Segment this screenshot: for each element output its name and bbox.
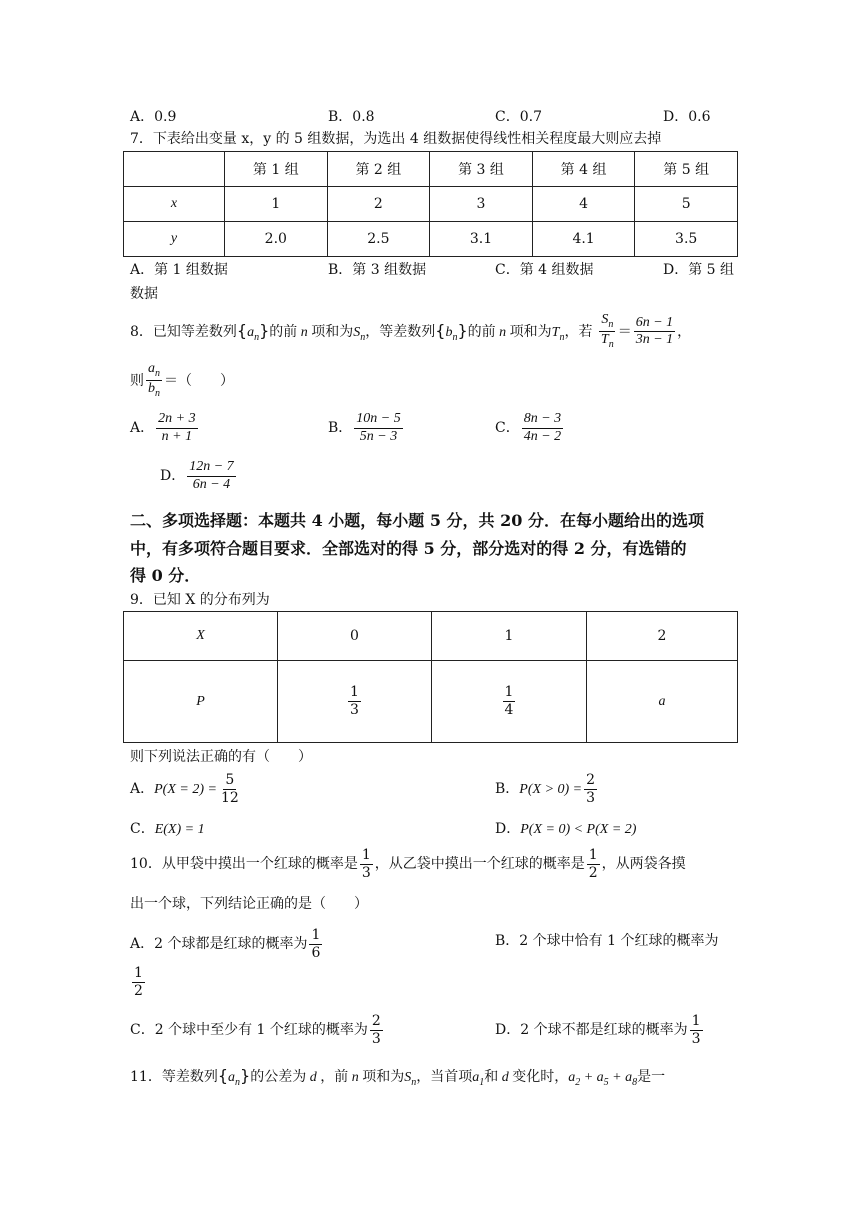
q9-distribution-table xyxy=(123,611,738,743)
q7-table-row-y xyxy=(124,222,738,257)
q8-then: 则 xyxy=(130,372,144,389)
q10-option-b-fraction: $\frac{1}{2}$ xyxy=(134,965,143,999)
q6-option-a: A．0.9 xyxy=(130,109,177,125)
q8-option-d: D． $\frac{12n - 7}{6n - 4}$ xyxy=(160,459,234,492)
q7-row-label: x xyxy=(124,187,225,222)
q7-cell: 2.0 xyxy=(225,222,328,257)
q7-option-d: D．第 5 组 xyxy=(663,262,735,278)
q8-text: 项和为 xyxy=(311,323,354,340)
q7-header-cell: 第 1 组 xyxy=(225,152,328,187)
q6-option-d: D．0.6 xyxy=(663,109,711,125)
q7-header-cell: 第 2 组 xyxy=(327,152,430,187)
q7-header-cell: 第 5 组 xyxy=(635,152,738,187)
q6-option-b: B．0.8 xyxy=(328,109,375,125)
q7-cell: 3 xyxy=(430,187,533,222)
q7-row-label: y xyxy=(124,222,225,257)
q7-header-cell: 第 4 组 xyxy=(532,152,635,187)
q8-stem: 8．已知等差数列$\{a_n\}$的前 n 项和为$S_n$，等差数列$\{b_n\}$的前 n 项和为$T_n$，若 $\frac{S_n}{T_n}$ ＝ $\frac{6n - 1}{3n - 1}$ ， xyxy=(130,312,692,351)
q7-cell: 3.5 xyxy=(635,222,738,257)
q11-stem: 11．等差数列$\{a_n\}$的公差为 d ，前 n 项和为$S_n$，当首项$a_1$和 d 变化时，$a_2 + a_5 + a_8$是一 xyxy=(130,1066,666,1088)
q9-option-a: A．P(X = 2) = $\frac{5}{12}$ xyxy=(130,772,239,806)
q8-text: ，等差数列 xyxy=(365,323,436,340)
q9-cell: 2 xyxy=(587,612,738,661)
q8-text: 的前 xyxy=(467,323,496,340)
q7-option-b: B．第 3 组数据 xyxy=(328,262,427,278)
q10-option-d: D．2 个球不都是红球的概率为 $\frac{1}{3}$ xyxy=(495,1013,701,1047)
q9-cell: 1 xyxy=(432,612,587,661)
q7-table-row-x xyxy=(124,187,738,222)
q10-option-c: C．2 个球中至少有 1 个红球的概率为 $\frac{2}{3}$ xyxy=(130,1013,381,1047)
q10-option-a: A．2 个球都是红球的概率为 $\frac{1}{6}$ xyxy=(130,927,321,961)
q9-question: 则下列说法正确的有（ ） xyxy=(130,749,312,765)
q8-option-b: B． $\frac{10n - 5}{5n - 3}$ xyxy=(328,411,401,444)
q7-cell: 2 xyxy=(327,187,430,222)
q10-stem-line1: 10．从甲袋中摸出一个红球的概率是 $\frac{1}{3}$ ，从乙袋中摸出一个红球的概率是 $\frac{1}{2}$ ，从两袋各摸 xyxy=(130,847,686,881)
q9-cell-fraction: $\frac{1}{4}$ xyxy=(432,661,587,743)
q9-option-c: C．E(X) = 1 xyxy=(130,821,205,837)
q8-ratio-fraction: $\frac{S_n}{T_n}$ xyxy=(600,312,614,351)
q8-paren: ＝（ ） xyxy=(164,372,234,389)
q9-table-row-x xyxy=(124,612,738,661)
q9-cell-fraction: $\frac{1}{3}$ xyxy=(278,661,432,743)
q8-target-fraction: $\frac{a_n}{b_n}$ xyxy=(148,361,160,400)
q8-option-a: A． $\frac{2n + 3}{n + 1}$ xyxy=(130,411,196,444)
q7-stem: 7．下表给出变量 x，y 的 5 组数据，为选出 4 组数据使得线性相关程度最大则应去掉 xyxy=(130,131,662,147)
q9-cell: 0 xyxy=(278,612,432,661)
q9-table-row-p xyxy=(124,661,738,743)
q8-text: 8．已知等差数列 xyxy=(130,323,237,340)
q8-given-ratio: $\frac{6n - 1}{3n - 1}$ xyxy=(635,314,674,348)
q7-cell: 4.1 xyxy=(532,222,635,257)
q7-cell: 1 xyxy=(225,187,328,222)
q7-option-a: A．第 1 组数据 xyxy=(130,262,228,278)
q9-cell-p-label: P xyxy=(124,661,278,743)
q7-header-cell: 第 3 组 xyxy=(430,152,533,187)
q7-cell: 2.5 xyxy=(327,222,430,257)
q7-cell: 5 xyxy=(635,187,738,222)
q6-option-c: C．0.7 xyxy=(495,109,542,125)
q9-option-d: D．P(X = 0) < P(X = 2) xyxy=(495,821,637,837)
q7-cell: 3.1 xyxy=(430,222,533,257)
q9-stem: 9．已知 X 的分布列为 xyxy=(130,592,270,608)
section2-heading-line3: 得 0 分． xyxy=(130,566,201,585)
q10-stem-line2: 出一个球，下列结论正确的是（ ） xyxy=(130,896,368,912)
q10-option-b: B．2 个球中恰有 1 个红球的概率为 xyxy=(495,933,719,949)
section2-heading-line2: 中，有多项符合题目要求．全部选对的得 5 分，部分选对的得 2 分，有选错的 xyxy=(130,539,687,558)
q8-question xyxy=(130,362,234,400)
q7-data-table xyxy=(123,151,738,257)
q7-table-header-row xyxy=(124,152,738,187)
q8-text: 的前 xyxy=(269,323,298,340)
q7-cell: 4 xyxy=(532,187,635,222)
q7-option-d-wrap: 数据 xyxy=(130,286,158,302)
q8-text: ，若 xyxy=(564,323,593,340)
q11-expression: $a_2 + a_5 + a_8$ xyxy=(568,1070,638,1088)
q7-header-cell xyxy=(124,152,225,187)
q9-cell: a xyxy=(587,661,738,743)
q7-option-c: C．第 4 组数据 xyxy=(495,262,594,278)
q9-option-b: B．P(X > 0) = $\frac{2}{3}$ xyxy=(495,772,596,806)
q8-text: 项和为 xyxy=(509,323,552,340)
section2-heading-line1: 二、多项选择题：本题共 4 小题，每小题 5 分，共 20 分．在每小题给出的选项 xyxy=(130,511,704,530)
q9-cell-x-label: X xyxy=(124,612,278,661)
q8-option-c: C． $\frac{8n - 3}{4n - 2}$ xyxy=(495,411,562,444)
